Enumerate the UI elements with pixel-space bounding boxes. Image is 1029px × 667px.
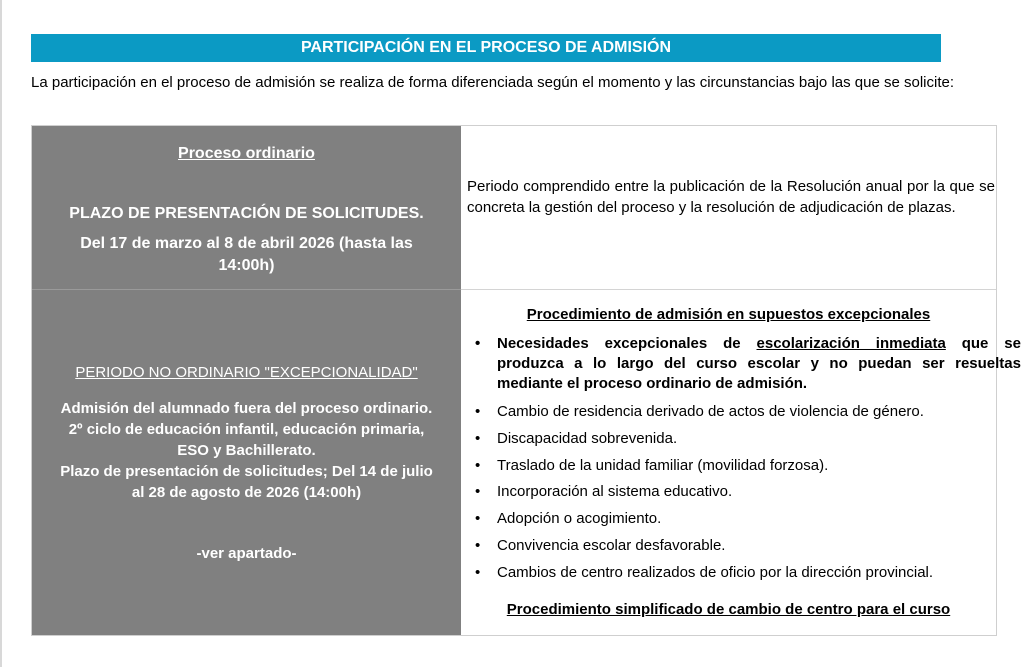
intro-paragraph: La participación en el proceso de admisión se realiza de forma diferenciada según el momento y las circunstancias bajo las que se solicite: bbox=[31, 74, 955, 91]
list-item: • Discapacidad sobrevenida. bbox=[497, 426, 1021, 453]
admission-table bbox=[31, 125, 1021, 636]
bullet-icon: • bbox=[475, 483, 481, 501]
no-ordinario-title: PERIODO NO ORDINARIO "EXCEPCIONALIDAD" bbox=[75, 364, 418, 381]
no-ordinario-line5: al 28 de agosto de 2026 (14:00h) bbox=[131, 484, 362, 501]
plazo-title: PLAZO DE PRESENTACIÓN DE SOLICITUDES. bbox=[69, 205, 424, 222]
list-item: • Adopción o acogimiento. bbox=[497, 506, 1021, 533]
section-banner bbox=[31, 34, 941, 62]
simplificado-heading: Procedimiento simplificado de cambio de centro para el curso bbox=[506, 601, 951, 618]
list-item: • Cambio de residencia derivado de actos de violencia de género. bbox=[497, 399, 1021, 426]
bullet-icon: • bbox=[475, 403, 481, 420]
supuestos-list bbox=[469, 334, 1021, 587]
list-item: • Convivencia escolar desfavorable. bbox=[497, 533, 1021, 560]
no-ordinario-line2: 2º ciclo de educación infantil, educación primaria, bbox=[68, 421, 425, 438]
list-item: • Incorporación al sistema educativo. bbox=[497, 479, 1021, 506]
bullet-icon: • bbox=[475, 335, 481, 352]
no-ordinario-label-cell bbox=[32, 290, 461, 635]
list-item: • Necesidades excepcionales de escolarización inmediata que se produzca a lo largo del curso escolar y no puedan ser resueltas mediante el proceso ordinario de admisión. bbox=[475, 335, 1021, 392]
no-ordinario-detail-cell bbox=[461, 290, 1021, 635]
no-ordinario-line4: Plazo de presentación de solicitudes; Del 14 de julio bbox=[60, 463, 433, 480]
no-ordinario-line3: ESO y Bachillerato. bbox=[177, 442, 316, 459]
list-item: • Cambios de centro realizados de oficio por la dirección provincial. bbox=[497, 560, 1021, 587]
list-item: • Traslado de la unidad familiar (movilidad forzosa). bbox=[497, 453, 1021, 480]
banner-title: PARTICIPACIÓN EN EL PROCESO DE ADMISIÓN bbox=[300, 39, 672, 56]
ordinario-dates-line2: 14:00h) bbox=[218, 257, 275, 274]
bullet-icon: • bbox=[475, 456, 481, 474]
ver-apartado: -ver apartado- bbox=[196, 545, 297, 562]
bullet-icon: • bbox=[475, 563, 481, 581]
bullet-icon: • bbox=[475, 536, 481, 554]
page-left-border bbox=[0, 0, 2, 667]
ordinario-title: Proceso ordinario bbox=[178, 145, 315, 162]
ordinario-label-cell bbox=[32, 126, 461, 290]
ordinario-description: Periodo comprendido entre la publicación de la Resolución anual por la que se concreta la gestión del proceso y la resolución de adjudicación de plazas. bbox=[467, 178, 995, 216]
no-ordinario-line1: Admisión del alumnado fuera del proceso ordinario. bbox=[60, 400, 433, 417]
procedimiento-heading: Procedimiento de admisión en supuestos excepcionales bbox=[526, 306, 931, 323]
bullet-icon: • bbox=[475, 510, 481, 528]
bullet-icon: • bbox=[475, 429, 481, 447]
ordinario-description-cell bbox=[461, 126, 996, 290]
ordinario-dates-line1: Del 17 de marzo al 8 de abril 2026 (hasta las bbox=[80, 235, 413, 252]
